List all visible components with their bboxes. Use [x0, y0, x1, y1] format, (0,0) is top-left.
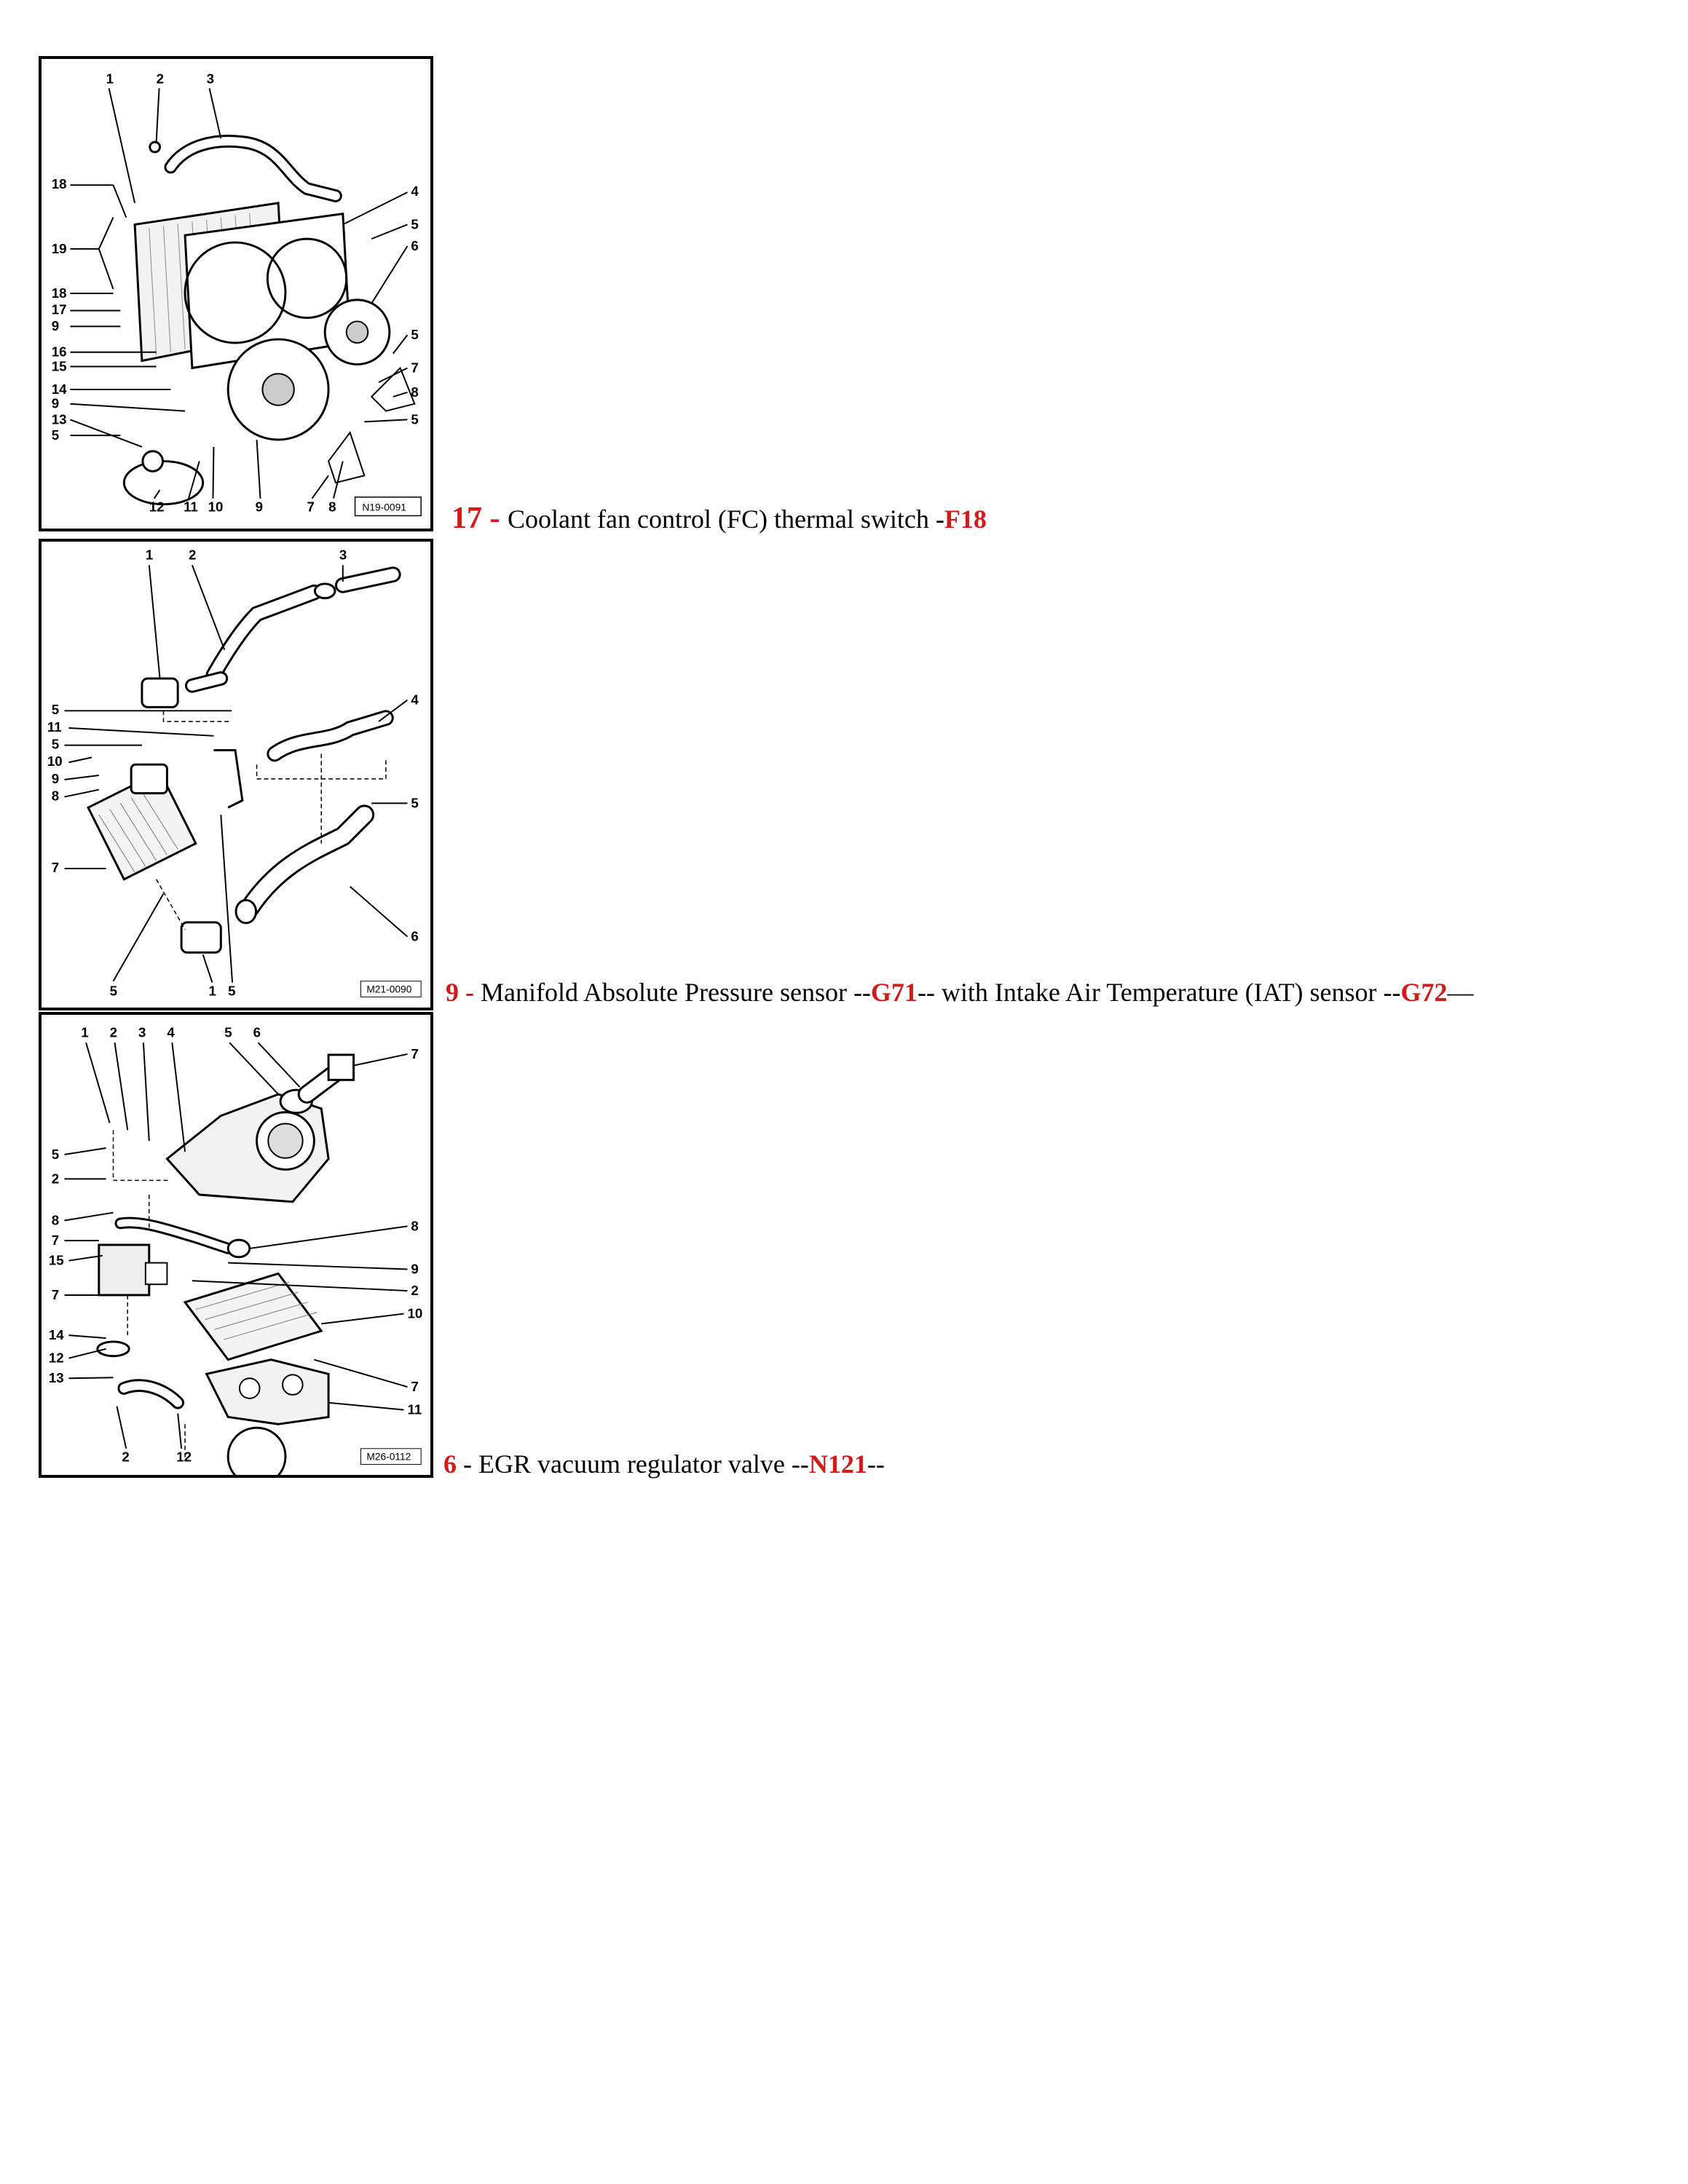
drawing-code: M26-0112	[366, 1451, 411, 1463]
callout: 8	[411, 384, 419, 400]
callout: 6	[253, 1024, 261, 1040]
callout: 7	[411, 360, 419, 376]
callout: 5	[411, 411, 419, 427]
callout: 5	[51, 702, 60, 718]
diagram-cooling-system	[39, 56, 433, 531]
callout: 2	[122, 1449, 130, 1465]
drawing-code: M21-0090	[366, 984, 412, 995]
callout: 5	[411, 216, 419, 232]
callout: 11	[184, 499, 198, 515]
callout: 17	[51, 301, 67, 317]
callout: 5	[51, 427, 60, 443]
callout: 10	[47, 753, 63, 769]
callout: 15	[48, 1252, 64, 1268]
callout: 7	[411, 1045, 419, 1061]
caption-text-middle: -- with Intake Air Temperature (IAT) sensor --	[917, 978, 1401, 1007]
caption-tail: —	[1447, 978, 1474, 1007]
callout: 2	[156, 71, 165, 87]
callout: 10	[208, 499, 224, 515]
callout: 11	[407, 1401, 422, 1417]
caption-text: Manifold Absolute Pressure sensor --	[481, 978, 871, 1007]
component-code: N121	[808, 1449, 867, 1479]
callout: 2	[109, 1024, 118, 1040]
callout: 16	[51, 344, 67, 360]
callout: 7	[51, 859, 60, 875]
callout: 9	[51, 770, 60, 786]
callout: 18	[51, 285, 67, 301]
callout: 2	[188, 547, 197, 563]
caption-tail: --	[867, 1449, 885, 1479]
callout: 1	[81, 1024, 89, 1040]
component-code: G72	[1400, 978, 1448, 1007]
egr-system-illustration	[42, 1015, 430, 1475]
callout: 7	[51, 1286, 60, 1302]
callout: 9	[51, 395, 60, 411]
callout: 12	[48, 1350, 64, 1366]
intercooler-illustration	[42, 542, 430, 1008]
callout: 9	[411, 1261, 419, 1277]
callout: 5	[411, 327, 419, 343]
callout: 19	[51, 240, 67, 256]
callout: 12	[149, 499, 165, 515]
callout: 8	[51, 1212, 60, 1228]
callout: 4	[167, 1024, 175, 1040]
callout: 5	[51, 736, 60, 752]
callout: 6	[411, 237, 419, 253]
callout: 13	[51, 411, 67, 427]
callout: 5	[224, 1024, 232, 1040]
callout: 9	[255, 499, 264, 515]
callout: 5	[228, 983, 236, 999]
drawing-code: N19-0091	[362, 502, 406, 513]
callout: 14	[48, 1327, 64, 1343]
caption-item-number: 17 -	[451, 502, 508, 535]
caption-text: Coolant fan control (FC) thermal switch -	[508, 505, 944, 534]
callout: 5	[109, 983, 118, 999]
callout: 10	[407, 1305, 423, 1321]
callout: 3	[206, 71, 215, 87]
callout: 4	[411, 692, 419, 708]
callout: 14	[51, 381, 67, 397]
callout: 1	[106, 71, 114, 87]
callout: 3	[339, 547, 347, 563]
component-code: F18	[944, 505, 987, 534]
callout: 13	[48, 1370, 64, 1386]
callout: 8	[328, 499, 336, 515]
callout: 7	[411, 1378, 419, 1394]
callout: 18	[51, 176, 67, 192]
caption-item-number: 6	[443, 1449, 457, 1479]
component-code: G71	[870, 978, 918, 1007]
callout: 3	[138, 1024, 146, 1040]
caption-text: - EGR vacuum regulator valve --	[457, 1449, 809, 1479]
callout: 8	[51, 788, 60, 804]
callout: 1	[208, 983, 216, 999]
callout: 15	[51, 358, 67, 374]
callout: 4	[411, 183, 419, 199]
caption-item-number: 9 -	[446, 978, 481, 1007]
caption-egr-valve	[443, 1449, 885, 1479]
callout: 2	[51, 1171, 60, 1187]
callout: 7	[51, 1233, 60, 1248]
callout: 5	[411, 795, 419, 811]
callout: 9	[51, 318, 60, 334]
callout: 7	[307, 499, 315, 515]
cooling-system-illustration	[42, 59, 430, 529]
callout: 6	[411, 928, 419, 944]
diagram-egr-system	[39, 1012, 433, 1478]
caption-map-sensor	[446, 977, 1474, 1008]
caption-coolant-switch	[451, 501, 987, 536]
callout: 12	[176, 1449, 192, 1465]
callout: 11	[47, 719, 62, 735]
callout: 1	[145, 547, 154, 563]
callout: 2	[411, 1282, 419, 1298]
callout: 8	[411, 1218, 419, 1234]
diagram-intercooler	[39, 539, 433, 1010]
callout: 5	[51, 1146, 60, 1162]
